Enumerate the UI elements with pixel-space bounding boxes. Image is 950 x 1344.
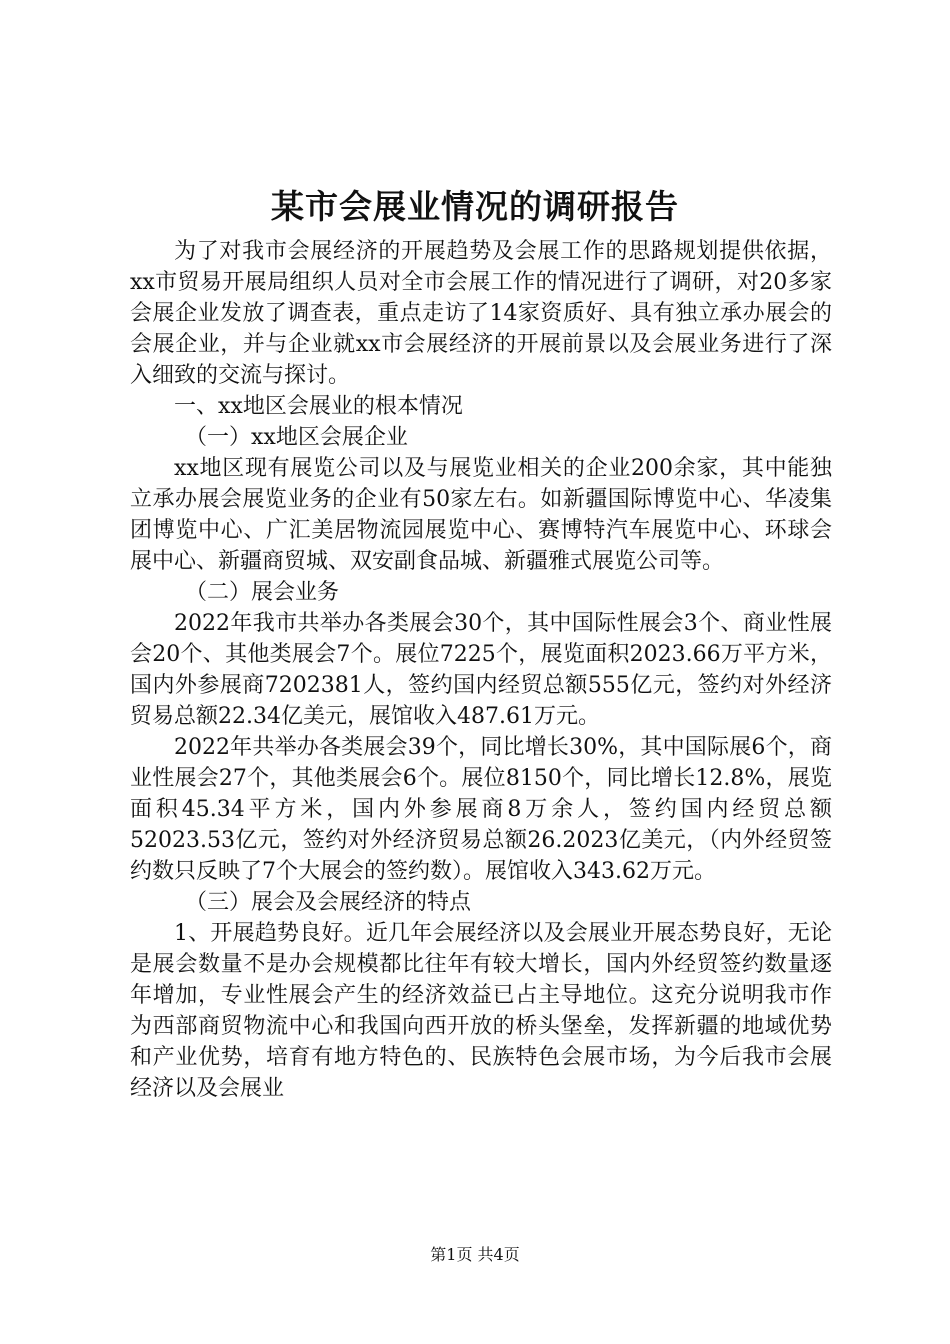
section-heading-1: 一、xx地区会展业的根本情况 [174, 394, 463, 419]
page-number-footer: 第1页 共4页 [430, 1245, 520, 1264]
subsection-heading-2: （二）展会业务 [185, 580, 340, 605]
intro-paragraph: 为了对我市会展经济的开展趋势及会展工作的思路规划提供依据，xx市贸易开展局组织人员对全市会展工作的情况进行了调研，对20多家会展企业发放了调查表，重点走访了14家资质好、具有独立承办展会的会展企业，并与企业就xx市会展经济的开展前景以及会展业务进行了深入细致的交流与探讨。 [130, 239, 832, 388]
subsection-heading-3: （三）展会及会展经济的特点 [185, 890, 472, 915]
companies-paragraph: xx地区现有展览公司以及与展览业相关的企业200余家，其中能独立承办展会展览业务的企业有50家左右。如新疆国际博览中心、华凌集团博览中心、广汇美居物流园展览中心、赛博特汽车展览中心、环球会展中心、新疆商贸城、双安副食品城、新疆雅式展览公司等。 [130, 456, 832, 574]
document-body [130, 236, 832, 1104]
trend-paragraph: 1、开展趋势良好。近几年会展经济以及会展业开展态势良好，无论是展会数量不是办会规模都比往年有较大增长，国内外经贸签约数量逐年增加，专业性展会产生的经济效益已占主导地位。这充分说明我市作为西部商贸物流中心和我国向西开放的桥头堡垒，发挥新疆的地域优势和产业优势，培育有地方特色的、民族特色会展市场，为今后我市会展经济以及会展业 [130, 921, 832, 1101]
document-title: 某市会展业情况的调研报告 [271, 187, 679, 226]
exhibition-stats-paragraph-1: 2022年我市共举办各类展会30个，其中国际性展会3个、商业性展会20个、其他类展会7个。展位7225个，展览面积2023.66万平方米，国内外参展商7202381人，签约国内经贸总额555亿元，签约对外经济贸易总额22.34亿美元，展馆收入487.61万元。 [130, 611, 832, 729]
subsection-heading-1: （一）xx地区会展企业 [185, 425, 408, 450]
exhibition-stats-paragraph-2: 2022年共举办各类展会39个，同比增长30%，其中国际展6个，商业性展会27个，其他类展会6个。展位8150个，同比增长12.8%，展览面积45.34平方米，国内外参展商8万余人，签约国内经贸总额52023.53亿元，签约对外经济贸易总额26.2023亿美元，（内外经贸签约数只反映了7个大展会的签约数）。展馆收入343.62万元。 [130, 735, 832, 884]
